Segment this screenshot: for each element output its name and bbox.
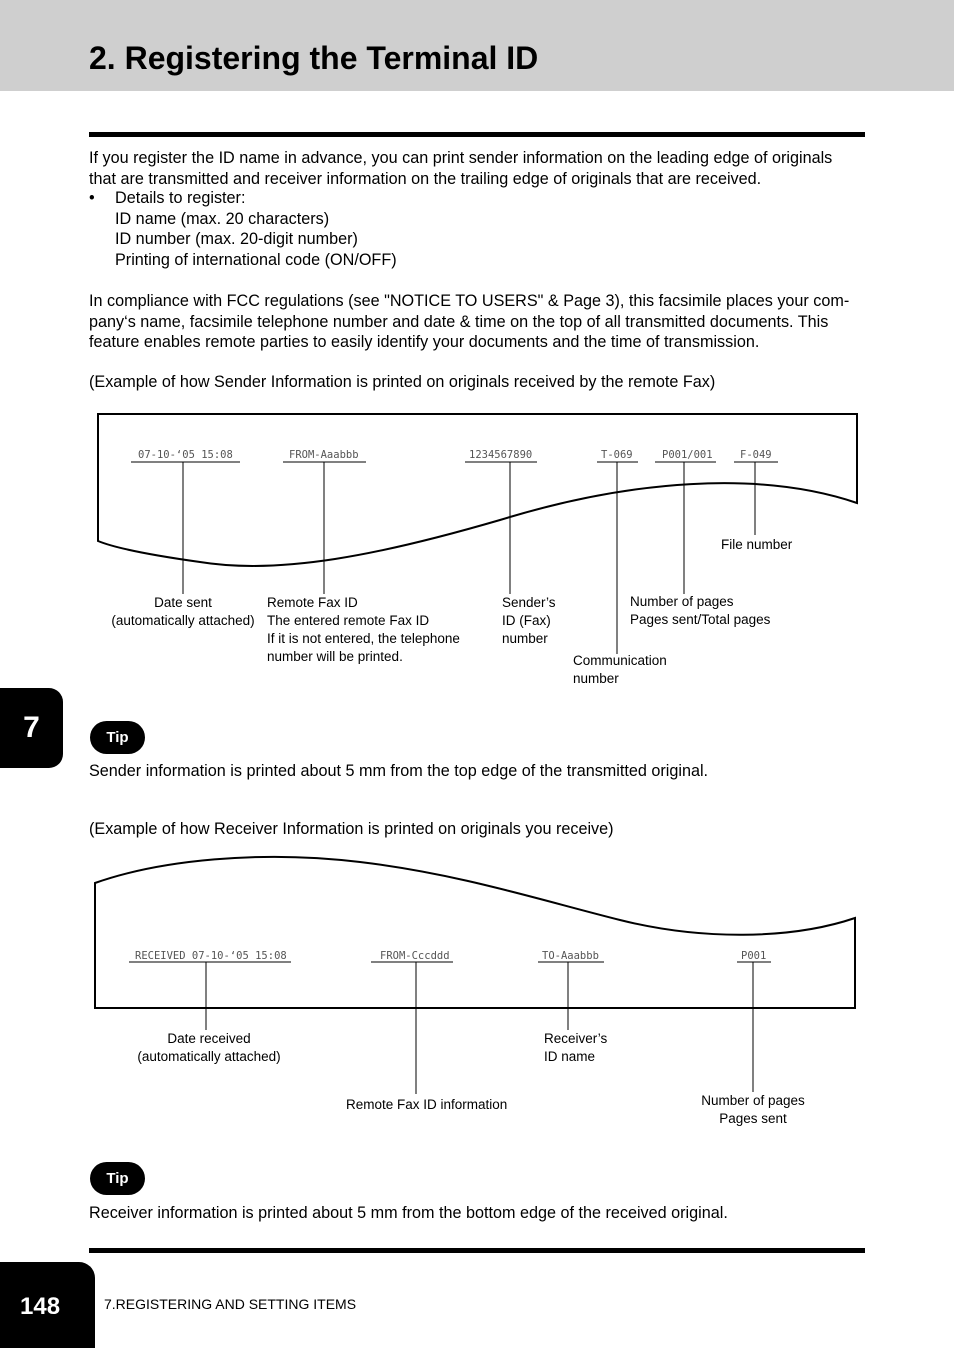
details-id-name: ID name (max. 20 characters) [115, 209, 330, 228]
details-heading: Details to register: [115, 189, 246, 207]
receiver-example-caption: (Example of how Receiver Information is printed on originals you receive) [89, 820, 614, 838]
footer-section-title: 7.REGISTERING AND SETTING ITEMS [104, 1296, 357, 1312]
label-date-received: Date received (automatically attached) [137, 1031, 281, 1064]
label-remote-fax-id: Remote Fax ID The entered remote Fax ID If it is not entered, the telephone number will be printed. [267, 595, 460, 664]
sender-example-caption: (Example of how Sender Information is printed on originals received by the remote Fax) [89, 373, 716, 391]
intro-line-2: that are transmitted and receiver information on the trailing edge of originals that are received. [89, 169, 762, 188]
label-remote-fax-id-info: Remote Fax ID information [346, 1097, 508, 1112]
tip-text-2: Receiver information is printed about 5 mm from the bottom edge of the received original. [89, 1204, 728, 1222]
tip-badge-1: Tip [90, 721, 145, 754]
bottom-divider [89, 1248, 865, 1253]
label-receivers-id: Receiver’s ID name [544, 1031, 608, 1064]
page-title: 2. Registering the Terminal ID [89, 40, 539, 76]
details-intl-code: Printing of international code (ON/OFF) [115, 250, 397, 269]
fcc-line-3: feature enables remote parties to easily identify your documents and the time of transmission. [89, 333, 760, 351]
sender-field-file: F-049 [740, 449, 772, 461]
sender-field-date: 07-10-‘05 15:08 [138, 449, 233, 461]
tip-text-1: Sender information is printed about 5 mm from the top edge of the transmitted original. [89, 762, 709, 780]
receiver-paper-outline [95, 857, 855, 1008]
intro-paragraph [89, 148, 869, 189]
label-date-sent: Date sent (automatically attached) [111, 595, 255, 628]
receiver-field-from: FROM-Cccddd [380, 950, 450, 962]
sender-field-from: FROM-Aaabbb [289, 449, 359, 461]
label-file-number: File number [721, 537, 793, 552]
top-divider [89, 132, 865, 137]
intro-line-1: If you register the ID name in advance, you can print sender information on the leading edge of originals [89, 149, 833, 167]
details-id-number: ID number (max. 20-digit number) [115, 230, 358, 248]
label-communication-number: Communication number [573, 653, 667, 686]
sender-field-comm: T-069 [601, 449, 633, 461]
chapter-tab: 7 [0, 688, 63, 768]
receiver-field-to: TO-Aaabbb [542, 950, 599, 962]
sender-field-pages: P001/001 [662, 449, 713, 461]
label-number-of-pages-sent: Number of pages Pages sent/Total pages [630, 594, 771, 627]
receiver-field-date: RECEIVED 07-10-‘05 15:08 [135, 950, 287, 962]
tip-badge-2: Tip [90, 1162, 145, 1195]
page-number-box [0, 1262, 95, 1348]
fcc-paragraph [89, 291, 869, 353]
fcc-line-1: In compliance with FCC regulations (see "NOTICE TO USERS" & Page 3), this facsimile places your com- [89, 292, 850, 310]
receiver-field-pages: P001 [741, 950, 767, 962]
label-senders-id: Sender’s ID (Fax) number [502, 595, 556, 646]
label-number-of-pages-received: Number of pages Pages sent [701, 1093, 805, 1126]
sender-field-number: 1234567890 [469, 449, 533, 461]
bullet-symbol: • [89, 189, 95, 207]
page-number: 148 [20, 1293, 61, 1320]
fcc-line-2: pany‘s name, facsimile telephone number and date & time on the top of all transmitted documents. This [89, 312, 829, 331]
